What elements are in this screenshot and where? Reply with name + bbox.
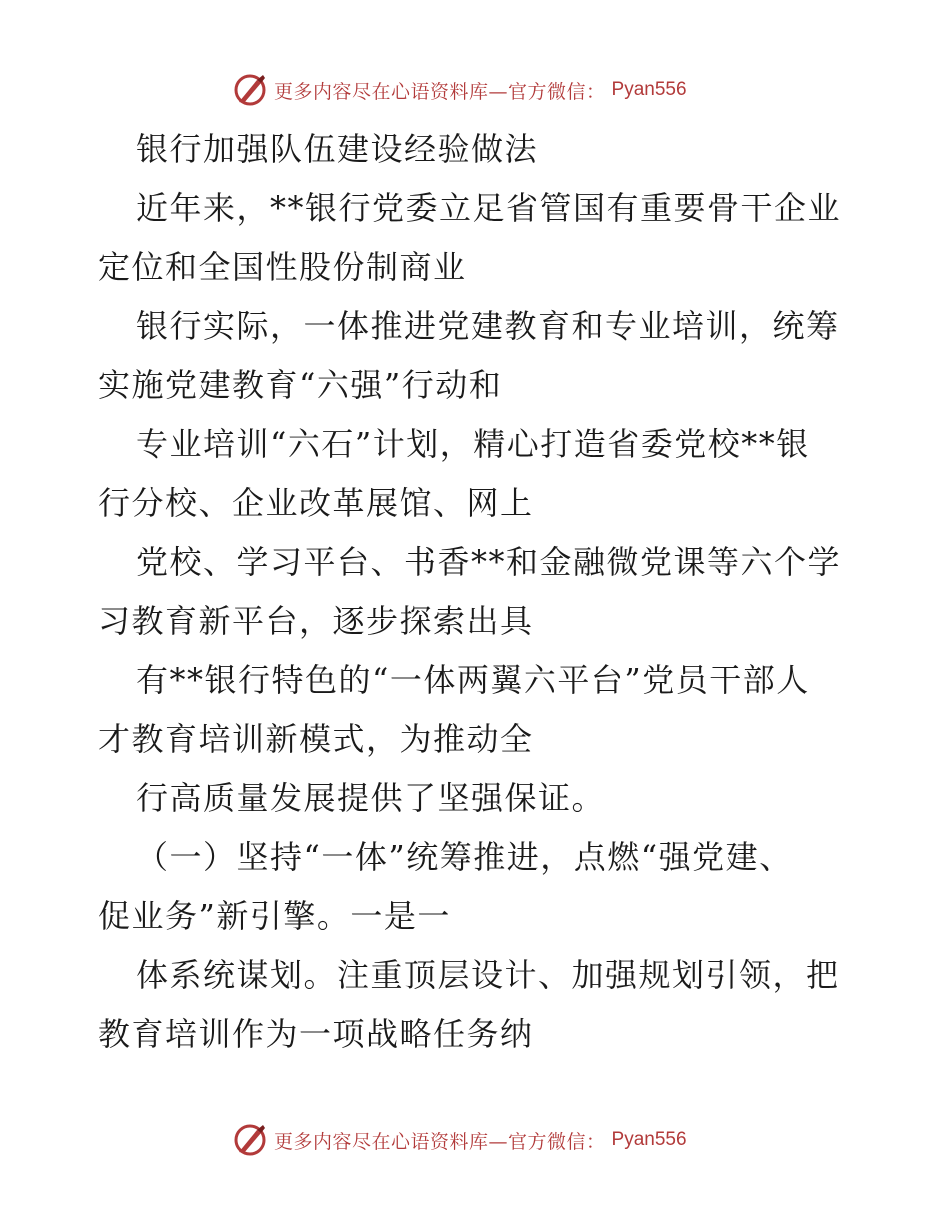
text-line: 实施党建教育“六强”行动和 <box>98 366 503 404</box>
text-line: 银行实际，一体推进党建教育和专业培训，统筹 <box>136 307 840 345</box>
text-line: 体系统谋划。注重顶层设计、加强规划引领，把 <box>136 956 840 994</box>
wechat-id: Pyan556 <box>611 1129 687 1150</box>
text-line: 行高质量发展提供了坚强保证。 <box>136 779 606 817</box>
text-line: 有**银行特色的“一体两翼六平台”党员干部人 <box>136 661 810 699</box>
banner-text: 更多内容尽在心语资料库—官方微信： <box>274 80 606 103</box>
wechat-id: Pyan556 <box>611 79 687 100</box>
text-line: （一）坚持“一体”统筹推进，点燃“强党建、 <box>136 838 793 876</box>
text-line: 银行加强队伍建设经验做法 <box>136 130 539 168</box>
text-line: 行分校、企业改革展馆、网上 <box>98 484 534 522</box>
header-banner <box>232 70 687 110</box>
footer-banner <box>232 1120 687 1160</box>
text-line: 定位和全国性股份制商业 <box>98 248 467 286</box>
text-line: 习教育新平台，逐步探索出具 <box>98 602 534 640</box>
text-line: 才教育培训新模式，为推动全 <box>98 720 534 758</box>
quill-pen-logo-icon <box>232 72 268 108</box>
text-line: 党校、学习平台、书香**和金融微党课等六个学 <box>136 543 842 581</box>
text-line: 教育培训作为一项战略任务纳 <box>98 1015 534 1053</box>
document-body <box>98 120 858 1064</box>
quill-pen-logo-icon <box>232 1122 268 1158</box>
text-line: 促业务”新引擎。一是一 <box>98 897 451 935</box>
text-line: 近年来，**银行党委立足省管国有重要骨干企业 <box>136 189 842 227</box>
text-line: 专业培训“六石”计划，精心打造省委党校**银 <box>136 425 810 463</box>
banner-text: 更多内容尽在心语资料库—官方微信： <box>274 1130 606 1153</box>
